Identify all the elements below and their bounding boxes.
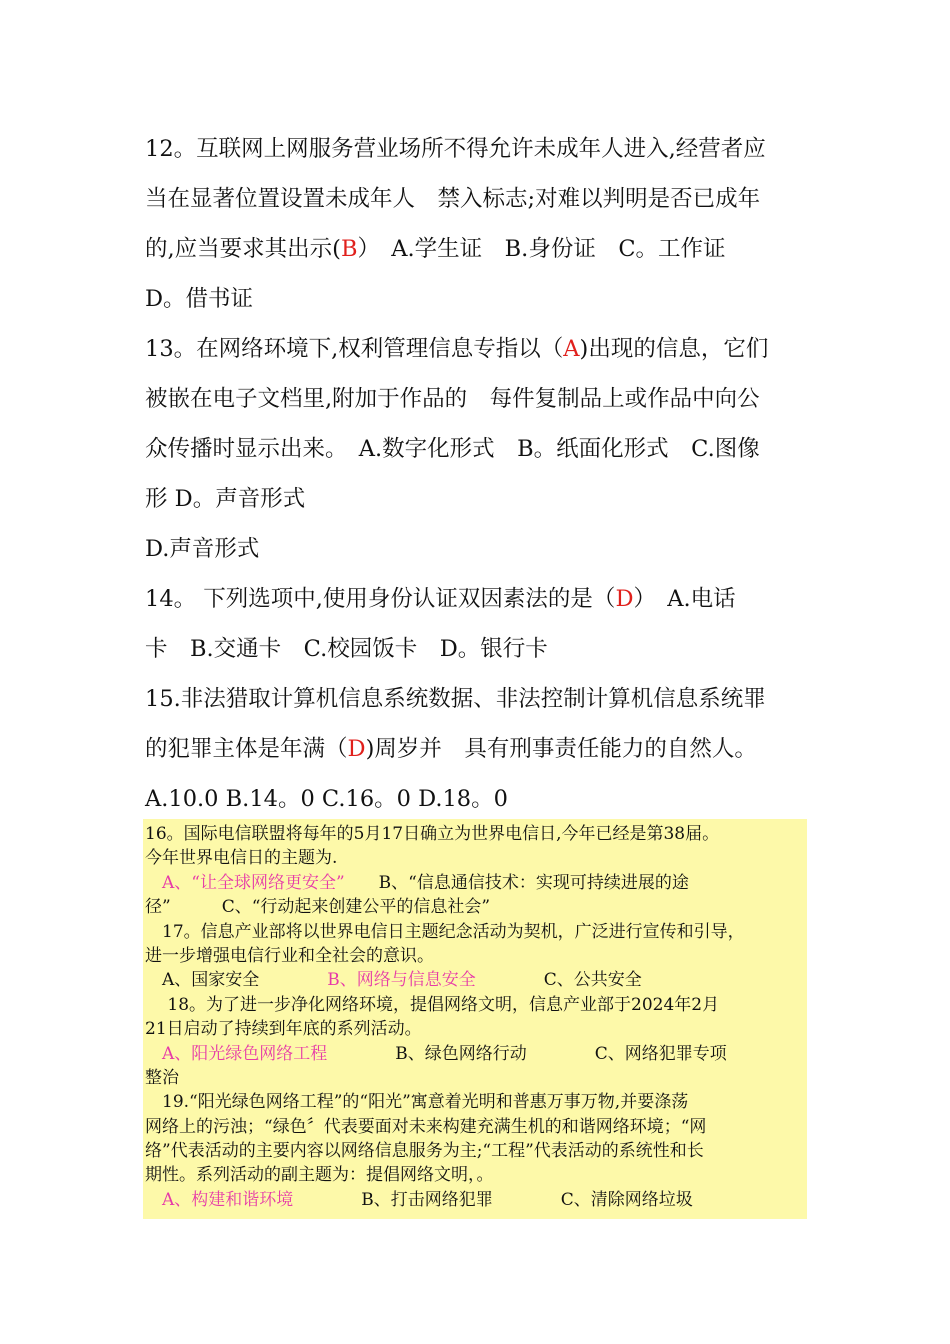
line-text: 的犯罪主体是年满（ bbox=[145, 736, 348, 762]
answer-letter: D bbox=[615, 586, 634, 612]
line-text: D。借书证 bbox=[145, 286, 254, 312]
question-line bbox=[145, 274, 810, 324]
line-text: 16。国际电信联盟将每年的5月17日确立为世界电信日,今年已经是第38届。 bbox=[145, 824, 720, 844]
question-line bbox=[145, 374, 810, 424]
box-line bbox=[143, 1115, 807, 1139]
answer-letter: A bbox=[563, 336, 580, 362]
line-text: C、公共安全 bbox=[475, 970, 642, 991]
box-line bbox=[143, 968, 807, 992]
line-text: 径” C、“行动起来创建公平的信息社会” bbox=[145, 897, 491, 918]
box-line bbox=[143, 1090, 807, 1114]
question-line bbox=[145, 674, 810, 724]
line-text: 的,应当要求其出示( bbox=[145, 236, 341, 262]
line-text: 19.“阳光绿色网络工程”的“阳光”寓意着光明和普惠万事万物,并要涤荡 bbox=[145, 1092, 689, 1113]
question-line bbox=[145, 174, 810, 224]
question-line bbox=[145, 424, 810, 474]
correct-option: A、构建和谐环境 bbox=[145, 1189, 294, 1210]
box-line bbox=[143, 1188, 807, 1212]
box-line bbox=[143, 871, 807, 895]
line-text: 12。互联网上网服务营业场所不得允许未成年人进入,经营者应 bbox=[145, 136, 766, 162]
line-text: 被嵌在电子文档里,附加于作品的 每件复制品上或作品中向公 bbox=[145, 386, 760, 412]
question-line bbox=[145, 574, 810, 624]
box-line bbox=[143, 846, 807, 870]
line-text: 21日启动了持续到年底的系列活动。 bbox=[145, 1019, 422, 1040]
box-line bbox=[143, 895, 807, 919]
box-line bbox=[143, 1066, 807, 1090]
question-line bbox=[145, 724, 810, 774]
line-text: 进一步增强电信行业和全社会的意识。 bbox=[145, 945, 434, 966]
line-text: B、绿色网络行动 C、网络犯罪专项 bbox=[327, 1043, 727, 1064]
line-text: D.声音形式 bbox=[145, 536, 260, 562]
line-text: 今年世界电信日的主题为. bbox=[145, 848, 338, 869]
box-line bbox=[143, 1042, 807, 1066]
line-text: 15.非法猎取计算机信息系统数据、非法控制计算机信息系统罪 bbox=[145, 686, 766, 712]
box-line bbox=[143, 822, 807, 846]
line-text: 众传播时显示出来。 A.数字化形式 B。纸面化形式 C.图像 bbox=[145, 436, 760, 462]
line-text: B、“信息通信技术：实现可持续进展的途 bbox=[344, 872, 689, 893]
question-line bbox=[145, 124, 810, 174]
line-text: 整治 bbox=[145, 1067, 179, 1088]
answer-letter: B bbox=[340, 236, 358, 262]
line-text: 17。信息产业部将以世界电信日主题纪念活动为契机，广泛进行宣传和引导， bbox=[145, 921, 745, 942]
line-text: ） A.学生证 B.身份证 C。工作证 bbox=[357, 236, 726, 262]
correct-option: B、网络与信息安全 bbox=[327, 970, 476, 991]
line-text: 形 D。声音形式 bbox=[145, 486, 306, 512]
box-line bbox=[143, 993, 807, 1017]
box-line bbox=[143, 1163, 807, 1187]
highlighted-question-box bbox=[143, 819, 807, 1219]
correct-option: A、阳光绿色网络工程 bbox=[145, 1043, 328, 1064]
line-text: 14。 下列选项中,使用身份认证双因素法的是（ bbox=[145, 586, 616, 612]
question-line bbox=[145, 524, 810, 574]
line-text: B、打击网络犯罪 C、清除网络垃圾 bbox=[293, 1189, 693, 1210]
correct-option: A、“让全球网络更安全” bbox=[145, 872, 345, 893]
question-text-block bbox=[145, 124, 810, 824]
line-text: A、国家安全 bbox=[145, 970, 328, 991]
line-text: 络”代表活动的主要内容以网络信息服务为主;“工程”代表活动的系统性和长 bbox=[145, 1141, 704, 1162]
question-line bbox=[145, 324, 810, 374]
line-text: 13。在网络环境下,权利管理信息专指以（ bbox=[145, 336, 564, 362]
line-text: 期性。系列活动的副主题为：提倡网络文明，。 bbox=[145, 1165, 494, 1186]
question-line bbox=[145, 474, 810, 524]
line-text: ） A.电话 bbox=[633, 586, 736, 612]
line-text: )出现的信息，它们 bbox=[579, 336, 769, 362]
line-text: )周岁并 具有刑事责任能力的自然人。 bbox=[365, 736, 757, 762]
line-text: 卡 B.交通卡 C.校园饭卡 D。银行卡 bbox=[145, 636, 548, 662]
question-line bbox=[145, 624, 810, 674]
line-text: A.10.0 B.14。0 C.16。0 D.18。0 bbox=[145, 786, 508, 812]
question-line bbox=[145, 224, 810, 274]
line-text: 18。为了进一步净化网络环境，提倡网络文明，信息产业部于2024年2月 bbox=[145, 994, 720, 1015]
answer-letter: D bbox=[347, 736, 366, 762]
line-text: 当在显著位置设置未成年人 禁入标志;对难以判明是否已成年 bbox=[145, 186, 761, 212]
box-line bbox=[143, 1139, 807, 1163]
box-line bbox=[143, 1017, 807, 1041]
line-text: 网络上的污浊；“绿色〞代表要面对未来构建充满生机的和谐网络环境；“网 bbox=[145, 1116, 707, 1137]
box-line bbox=[143, 944, 807, 968]
box-line bbox=[143, 920, 807, 944]
question-line bbox=[145, 774, 810, 824]
